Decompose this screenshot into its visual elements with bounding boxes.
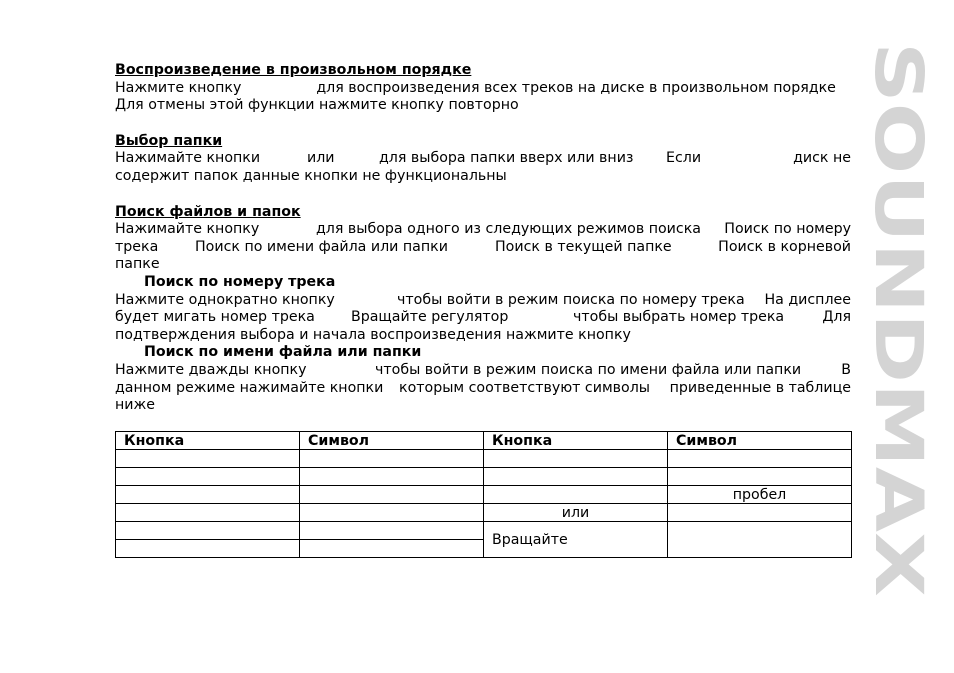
table-cell <box>668 450 852 468</box>
section-heading-folder: Выбор папки <box>115 132 223 149</box>
table-cell <box>116 540 300 558</box>
table-row <box>116 468 852 486</box>
text: или <box>307 150 335 167</box>
table-header: Символ <box>300 432 484 450</box>
table-cell-rotate: Вращайте <box>484 522 668 558</box>
table-cell <box>300 468 484 486</box>
text: Нажмите кнопку <box>115 79 242 96</box>
text: Нажмите однократно кнопку <box>115 291 335 308</box>
table-cell <box>116 450 300 468</box>
folder-line-2: содержит папок данные кнопки не функциональны <box>115 167 507 184</box>
text: На дисплее <box>764 291 851 308</box>
text: Нажимайте кнопки <box>115 150 261 167</box>
table-row <box>116 504 852 522</box>
section-heading-search: Поиск файлов и папок <box>115 203 301 220</box>
table-cell <box>116 468 300 486</box>
text: чтобы войти в режим поиска по номеру трека <box>397 291 745 308</box>
text: Поиск по номеру <box>724 221 851 238</box>
section-heading-random: Воспроизведение в произвольном порядке <box>115 62 472 78</box>
name-search-line-3: ниже <box>115 397 156 414</box>
random-line-1 <box>115 80 851 98</box>
text: данном режиме нажимайте кнопки <box>115 379 384 396</box>
track-search-line-3: подтверждения выбора и начала воспроизведения нажмите кнопку <box>115 326 631 343</box>
table-cell <box>300 486 484 504</box>
table-cell <box>484 486 668 504</box>
table-cell <box>300 522 484 540</box>
random-line-2: Для отмены этой функции нажмите кнопку повторно <box>115 97 519 114</box>
text: Нажимайте кнопку <box>115 221 260 238</box>
table-cell <box>484 468 668 486</box>
brand-logo-text: SOUNDMAX <box>860 42 937 477</box>
search-line-1 <box>115 221 851 239</box>
name-search-line-2 <box>115 380 851 398</box>
text: Если <box>666 150 702 167</box>
table-cell <box>484 450 668 468</box>
search-line-2 <box>115 239 851 257</box>
text: будет мигать номер трека <box>115 309 315 326</box>
table-cell <box>116 504 300 522</box>
table-cell <box>668 468 852 486</box>
text: для выбора папки вверх или вниз <box>379 150 634 167</box>
text: приведенные в таблице <box>669 379 851 396</box>
table-header: Кнопка <box>116 432 300 450</box>
table-cell <box>116 522 300 540</box>
table-header: Символ <box>668 432 852 450</box>
text: Поиск по имени файла или папки <box>195 238 448 255</box>
table-row <box>116 450 852 468</box>
text: Вращайте регулятор <box>351 309 509 326</box>
table-header-row <box>116 432 852 450</box>
text: чтобы выбрать номер трека <box>573 309 785 326</box>
table-cell <box>300 540 484 558</box>
table-row <box>116 522 852 540</box>
table-header: Кнопка <box>484 432 668 450</box>
text: чтобы войти в режим поиска по имени файла или папки <box>375 361 802 378</box>
table-cell-space: пробел <box>668 486 852 504</box>
symbol-table <box>115 431 852 558</box>
text: Для <box>822 309 851 326</box>
text: диск не <box>793 150 851 167</box>
table-row <box>116 486 852 504</box>
text: Поиск в текущей папке <box>495 238 672 255</box>
text: Поиск в корневой <box>718 238 851 255</box>
text: для воспроизведения всех треков на диске в произвольном порядке <box>316 79 836 96</box>
table-cell <box>300 504 484 522</box>
text: которым соответствуют символы <box>399 379 650 396</box>
track-search-line-1 <box>115 292 851 310</box>
subheading-name-search: Поиск по имени файла или папки <box>144 344 422 361</box>
name-search-line-1 <box>115 362 851 380</box>
folder-line-1 <box>115 150 851 168</box>
track-search-line-2 <box>115 309 851 327</box>
text: трека <box>115 238 159 255</box>
text: для выбора одного из следующих режимов поиска <box>316 221 701 238</box>
table-cell-or: или <box>484 504 668 522</box>
text: Нажмите дважды кнопку <box>115 361 307 378</box>
subheading-track-search: Поиск по номеру трека <box>144 273 336 290</box>
table-cell <box>668 522 852 558</box>
page-content <box>115 62 851 415</box>
brand-logo <box>860 42 937 602</box>
search-line-3: папке <box>115 256 160 273</box>
text: В <box>841 361 851 378</box>
table-cell <box>668 504 852 522</box>
table-cell <box>300 450 484 468</box>
table-cell <box>116 486 300 504</box>
